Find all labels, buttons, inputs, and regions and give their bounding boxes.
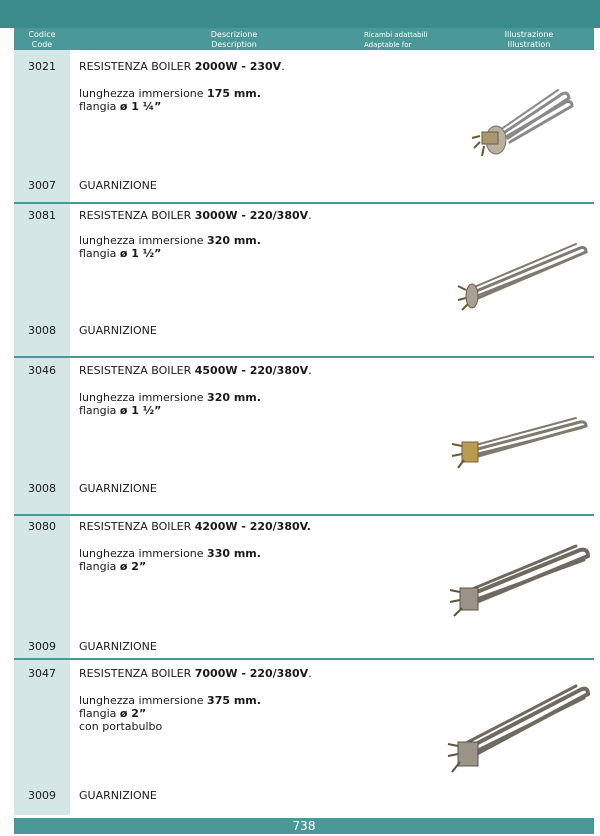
row-divider: [14, 514, 594, 516]
heating-element-photo: [448, 240, 590, 312]
flange-value: ø 1 ½”: [119, 247, 162, 260]
title-suffix: .: [308, 209, 312, 222]
gasket-label: GUARNIZIONE: [79, 324, 157, 337]
flange-value: ø 1 ½”: [119, 404, 162, 417]
product-title: [79, 667, 312, 680]
product-row: [14, 658, 594, 816]
gasket-label: GUARNIZIONE: [79, 789, 157, 802]
length-label: lunghezza immersione: [79, 391, 208, 404]
flange-label: flangia: [79, 560, 120, 573]
heating-element-photo: [442, 544, 592, 628]
flange-size: [79, 404, 161, 417]
flange-label: flangia: [79, 247, 120, 260]
immersion-length: [79, 87, 261, 100]
product-code: 3021: [28, 60, 56, 73]
gasket-label: GUARNIZIONE: [79, 482, 157, 495]
product-row: [14, 514, 594, 658]
gasket-code: 3009: [28, 789, 56, 802]
table-header: [14, 28, 594, 50]
length-label: lunghezza immersione: [79, 87, 208, 100]
gasket-code: 3007: [28, 179, 56, 192]
header-code: [14, 30, 70, 50]
product-code: 3081: [28, 209, 56, 222]
length-label: lunghezza immersione: [79, 694, 208, 707]
title-spec: 4200W - 220/380V.: [194, 520, 311, 533]
header-code-en: Code: [31, 40, 53, 49]
title-text: RESISTENZA BOILER: [79, 209, 195, 222]
length-label: lunghezza immersione: [79, 234, 208, 247]
length-value: 320 mm.: [207, 391, 261, 404]
flange-value: ø 2”: [119, 560, 147, 573]
immersion-length: [79, 234, 261, 247]
row-divider: [14, 202, 594, 204]
header-desc-en: Description: [211, 40, 257, 49]
length-value: 330 mm.: [207, 547, 261, 560]
product-code: 3080: [28, 520, 56, 533]
immersion-length: [79, 694, 261, 707]
flange-value: ø 2”: [119, 707, 147, 720]
page-footer: [14, 818, 594, 834]
heating-element-photo: [462, 86, 577, 164]
title-text: RESISTENZA BOILER: [79, 667, 195, 680]
header-illustration: [474, 30, 584, 50]
gasket-code: 3008: [28, 482, 56, 495]
product-row: [14, 202, 594, 356]
header-adapt-en: Adaptable for: [364, 41, 412, 49]
length-value: 175 mm.: [207, 87, 261, 100]
gasket-label: GUARNIZIONE: [79, 179, 157, 192]
flange-label: flangia: [79, 707, 120, 720]
product-row: [14, 356, 594, 514]
length-label: lunghezza immersione: [79, 547, 208, 560]
product-title: [79, 520, 311, 533]
length-value: 320 mm.: [207, 234, 261, 247]
product-code: 3047: [28, 667, 56, 680]
immersion-length: [79, 391, 261, 404]
flange-size: [79, 247, 161, 260]
title-text: RESISTENZA BOILER: [79, 364, 195, 377]
title-spec: 2000W - 230V: [194, 60, 282, 73]
immersion-length: [79, 547, 261, 560]
product-row: [14, 50, 594, 202]
header-adapt-it: Ricambi adattabili: [364, 31, 428, 39]
heating-element-photo: [446, 414, 592, 476]
title-text: RESISTENZA BOILER: [79, 60, 195, 73]
title-suffix: .: [308, 667, 312, 680]
length-value: 375 mm.: [207, 694, 261, 707]
gasket-code: 3008: [28, 324, 56, 337]
flange-label: flangia: [79, 404, 120, 417]
product-code: 3046: [28, 364, 56, 377]
flange-label: flangia: [79, 100, 120, 113]
gasket-code: 3009: [28, 640, 56, 653]
product-title: [79, 209, 312, 222]
flange-size: [79, 100, 161, 113]
header-ill-en: Illustration: [507, 40, 551, 49]
header-description: [114, 30, 354, 50]
row-divider: [14, 356, 594, 358]
title-text: RESISTENZA BOILER: [79, 520, 195, 533]
title-spec: 3000W - 220/380V: [194, 209, 309, 222]
title-spec: 4500W - 220/380V: [194, 364, 309, 377]
header-desc-it: Descrizione: [210, 30, 258, 39]
header-adaptable: [364, 30, 464, 50]
title-suffix: .: [281, 60, 285, 73]
gasket-label: GUARNIZIONE: [79, 640, 157, 653]
flange-size: [79, 560, 146, 573]
title-spec: 7000W - 220/380V: [194, 667, 309, 680]
title-suffix: .: [308, 364, 312, 377]
heating-element-photo: [438, 684, 594, 782]
page-number: 738: [292, 819, 316, 833]
flange-size: [79, 707, 146, 720]
top-banner: [0, 0, 600, 28]
product-title: [79, 60, 285, 73]
product-title: [79, 364, 312, 377]
header-code-it: Codice: [28, 30, 56, 39]
flange-value: ø 1 ¼”: [119, 100, 162, 113]
extra-note: con portabulbo: [79, 720, 163, 733]
header-ill-it: Illustrazione: [504, 30, 554, 39]
row-divider: [14, 658, 594, 660]
